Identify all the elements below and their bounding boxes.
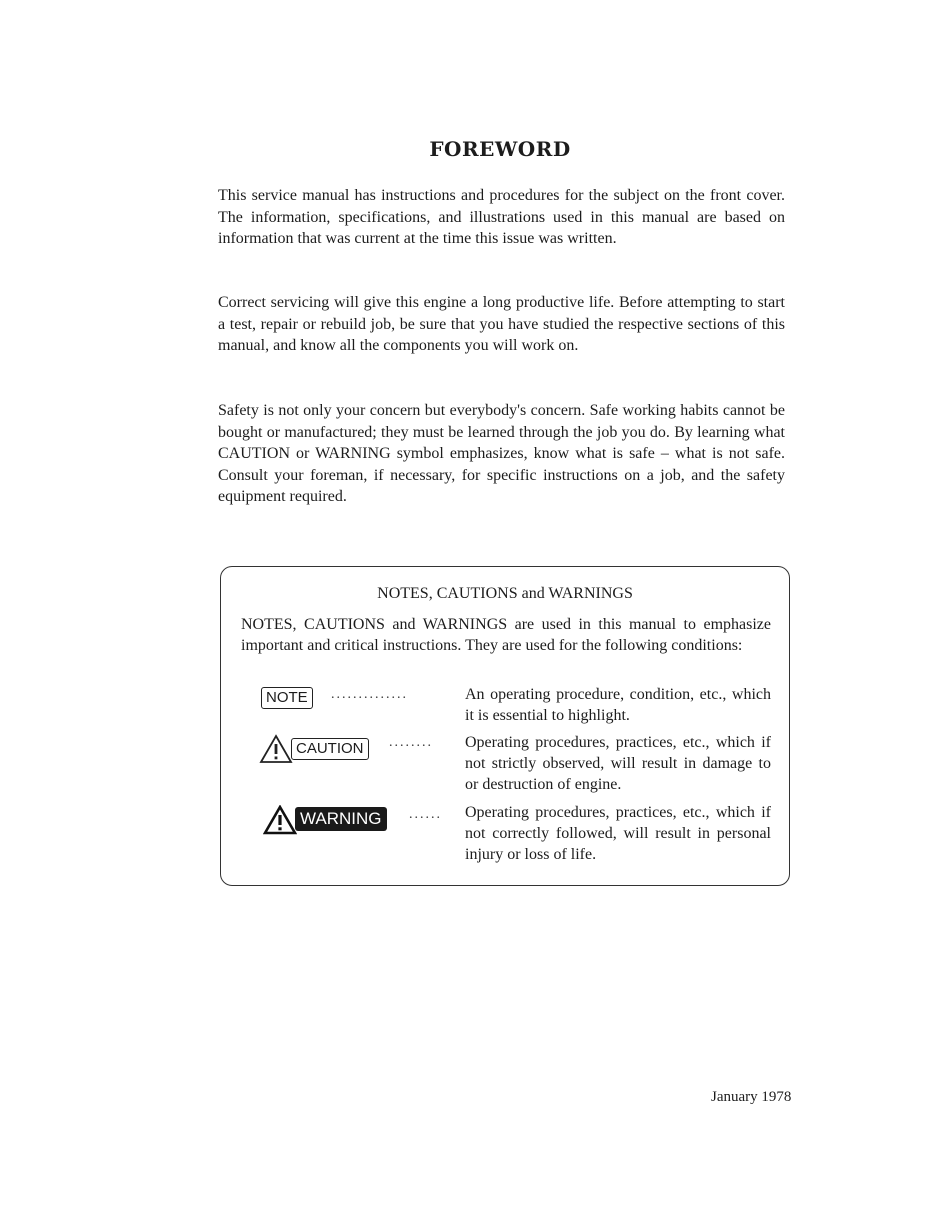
paragraph-safety: Safety is not only your concern but everybody's concern. Safe working habits cannot be bought or manufactured; they must be learned through the job you do. By learning what CAUTION or WARNING symbol emphasizes, know what is safe – what is not safe. Consult your foreman, if necessary, for specific instructions on a job, and the safety equipment required. (218, 402, 785, 505)
leader-dots: .............. (331, 687, 408, 702)
notices-box-title: NOTES, CAUTIONS and WARNINGS (377, 585, 633, 602)
notices-box-intro: NOTES, CAUTIONS and WARNINGS are used in this manual to emphasize important and critical instructions. They are used for the following conditions: (241, 616, 771, 654)
issue-date: January 1978 (711, 1089, 792, 1105)
definition-note-text: An operating procedure, condition, etc., which it is essential to highlight. (465, 686, 771, 724)
paragraph-intro: This service manual has instructions and procedures for the subject on the front cover. The information, specifications, and illustrations used in this manual are based on information that was current at the time this issue was written. (218, 187, 785, 247)
paragraph-servicing: Correct servicing will give this engine a long productive life. Before attempting to start a test, repair or rebuild job, be sure that you have studied the respective sections of this manual, and know all the components you will work on. (218, 294, 785, 354)
notices-box (220, 566, 790, 886)
note-badge: NOTE (261, 687, 313, 709)
leader-dots: ...... (409, 807, 442, 822)
definition-caution-text: Operating procedures, practices, etc., which if not strictly observed, will result in damage to or destruction of engine. (465, 734, 771, 793)
warning-badge: WARNING (295, 807, 387, 831)
leader-dots: ........ (389, 735, 433, 750)
warning-triangle-icon (263, 805, 297, 835)
definition-warning-text: Operating procedures, practices, etc., which if not correctly followed, will result in personal injury or loss of life. (465, 804, 771, 863)
caution-badge: CAUTION (291, 738, 369, 760)
page-title: FOREWORD (429, 137, 571, 161)
caution-triangle-icon (259, 734, 293, 764)
